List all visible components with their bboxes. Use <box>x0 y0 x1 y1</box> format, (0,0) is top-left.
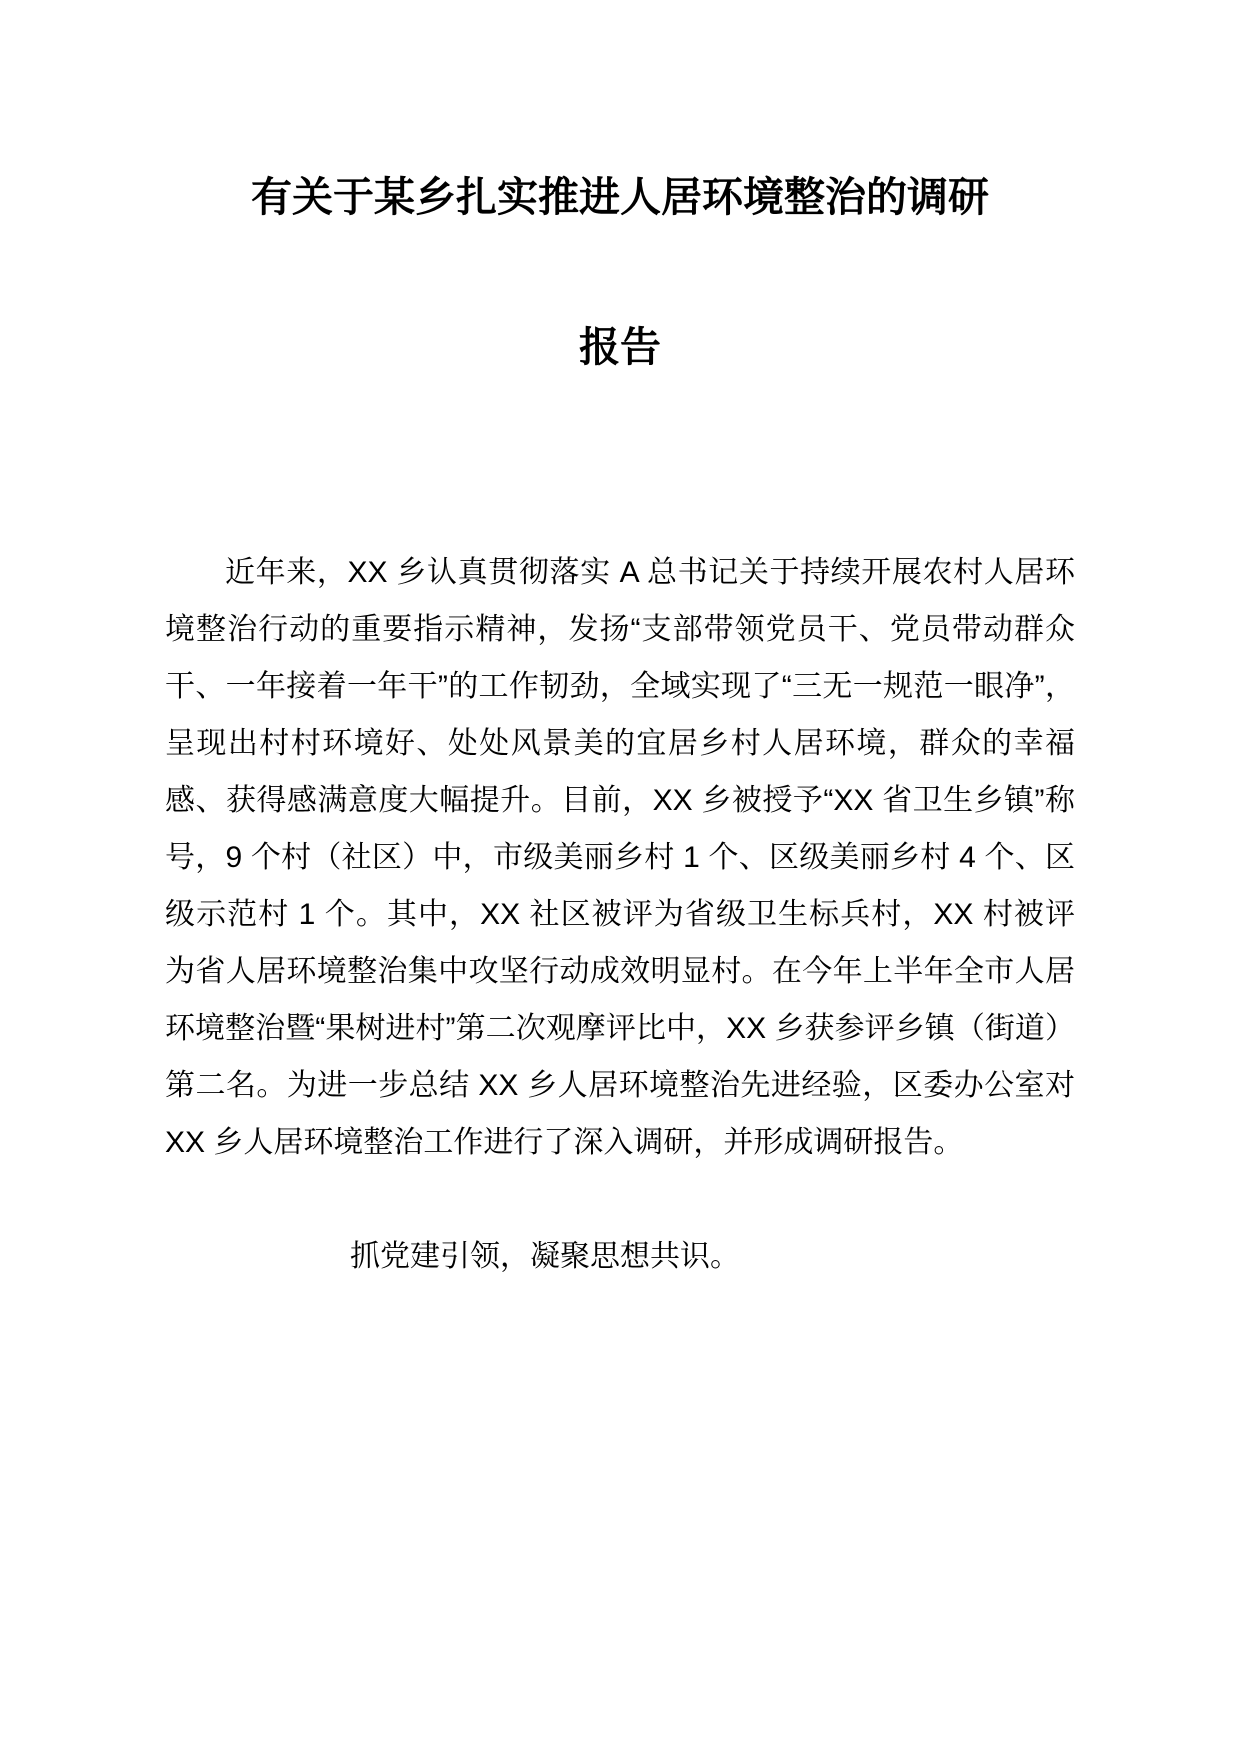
body-paragraph: 近年来，XX 乡认真贯彻落实 A 总书记关于持续开展农村人居环境整治行动的重要指示精神，发扬“支部带领党员干、党员带动群众干、一年接着一年干”的工作韧劲，全域实现了“三无一规范一眼净”，呈现出村村环境好、处处风景美的宜居乡村人居环境，群众的幸福感、获得感满意度大幅提升。目前，XX 乡被授予“XX 省卫生乡镇”称号，9 个村（社区）中，市级美丽乡村 1 个、区级美丽乡村 4 个、区级示范村 1 个。其中，XX 社区被评为省级卫生标兵村，XX 村被评为省人居环境整治集中攻坚行动成效明显村。在今年上半年全市人居环境整治暨“果树进村”第二次观摩评比中，XX 乡获参评乡镇（街道）第二名。为进一步总结 XX 乡人居环境整治先进经验，区委办公室对 XX 乡人居环境整治工作进行了深入调研，并形成调研报告。 <box>165 556 1075 1159</box>
document-title-line-2: 报告 <box>579 324 661 370</box>
document-title-line-1: 有关于某乡扎实推进人居环境整治的调研 <box>251 174 989 220</box>
closing-line: 抓党建引领，凝聚思想共识。 <box>350 1240 740 1273</box>
document-body <box>165 544 1075 1285</box>
